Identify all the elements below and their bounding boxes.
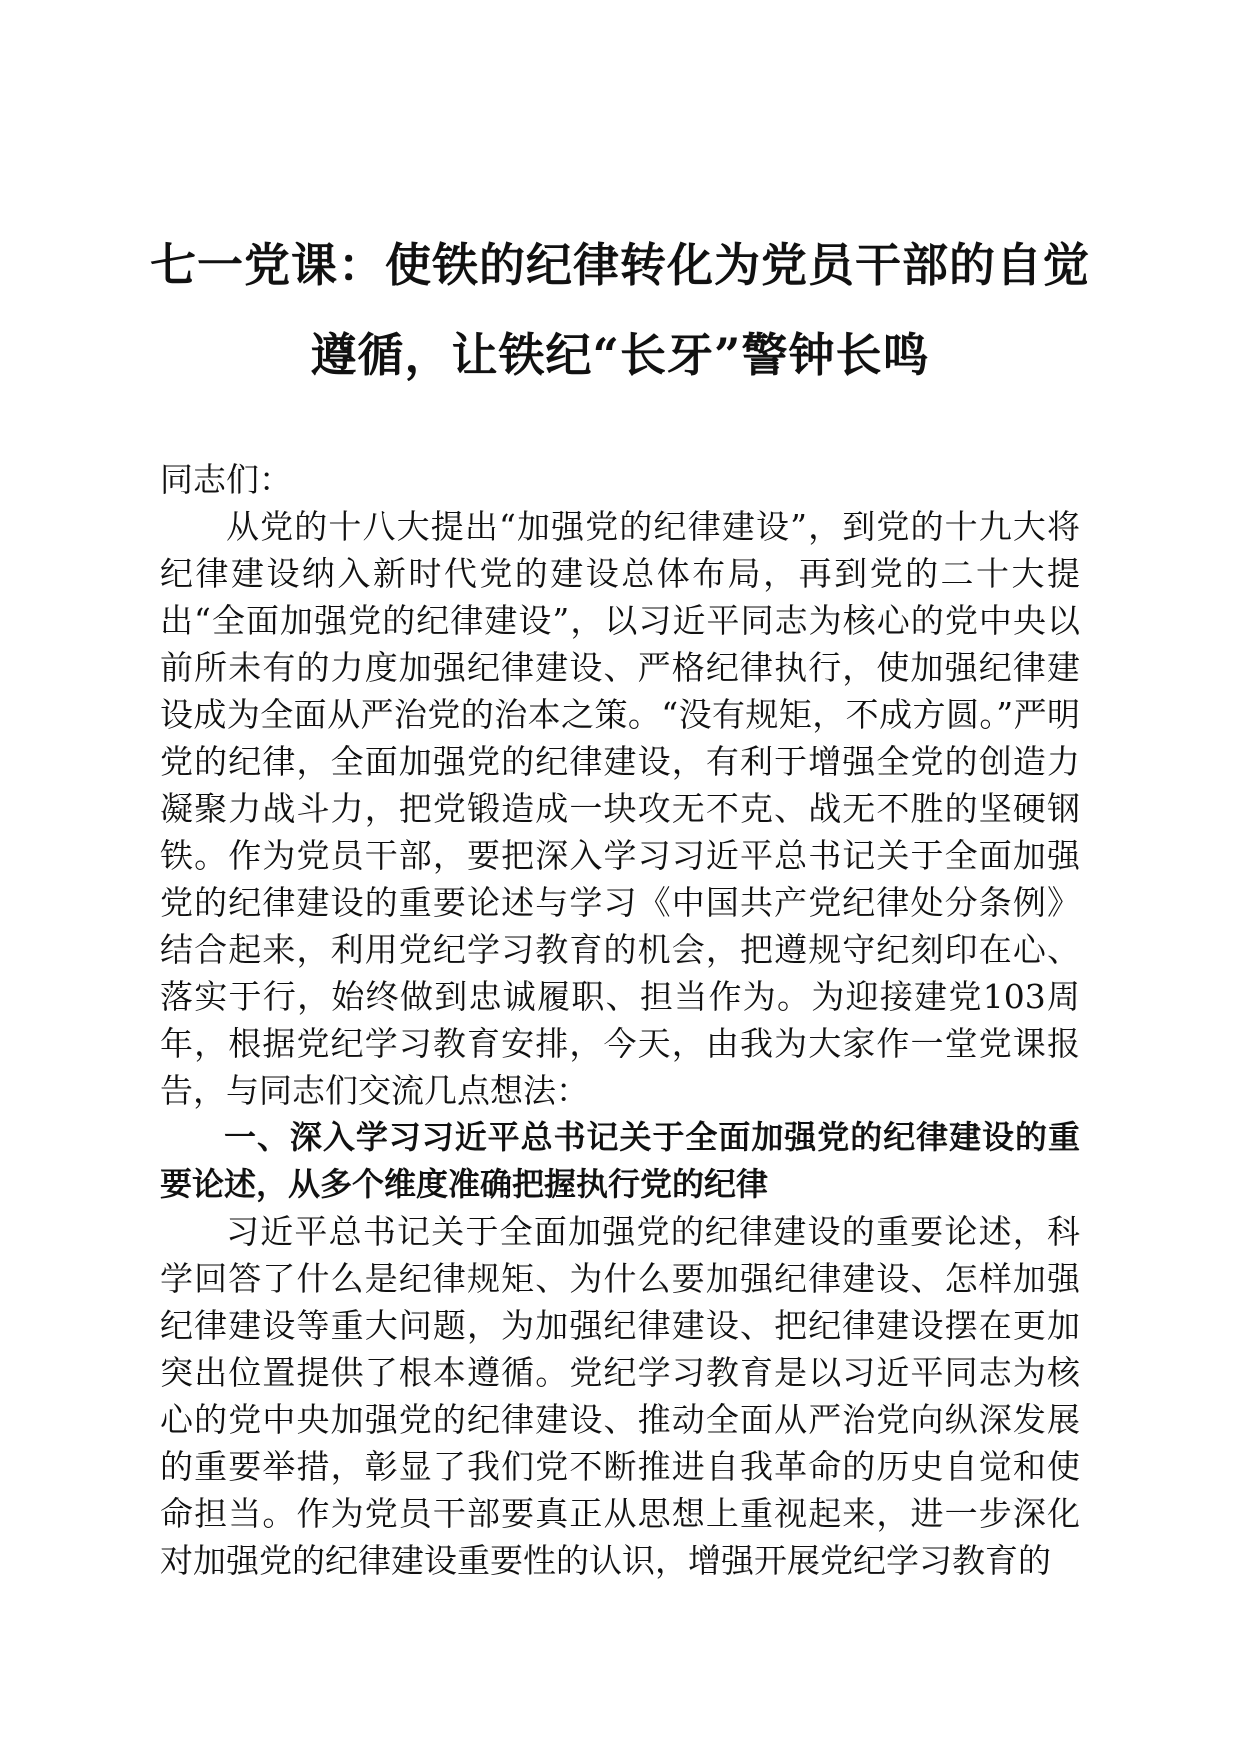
salutation: 同志们： <box>160 460 292 499</box>
title-line-1: 七一党课：使铁的纪律转化为党员干部的自觉 <box>150 238 1090 292</box>
title-line-2: 遵循，让铁纪“长牙”警钟长鸣 <box>310 328 930 382</box>
document-body <box>160 456 1080 1584</box>
paragraph-2: 习近平总书记关于全面加强党的纪律建设的重要论述，科学回答了什么是纪律规矩、为什么要加强纪律建设、怎样加强纪律建设等重大问题，为加强纪律建设、把纪律建设摆在更加突出位置提供了根本遵循。党纪学习教育是以习近平同志为核心的党中央加强党的纪律建设、推动全面从严治党向纵深发展的重要举措，彰显了我们党不断推进自我革命的历史自觉和使命担当。作为党员干部要真正从思想上重视起来，进一步深化对加强党的纪律建设重要性的认识，增强开展党纪学习教育的 <box>160 1212 1080 1580</box>
document-title <box>140 220 1100 400</box>
section-heading-1: 一、深入学习习近平总书记关于全面加强党的纪律建设的重要论述，从多个维度准确把握执行党的纪律 <box>160 1118 1080 1203</box>
paragraph-1: 从党的十八大提出“加强党的纪律建设”，到党的十九大将纪律建设纳入新时代党的建设总体布局，再到党的二十大提出“全面加强党的纪律建设”，以习近平同志为核心的党中央以前所未有的力度加强纪律建设、严格纪律执行，使加强纪律建设成为全面从严治党的治本之策。“没有规矩，不成方圆。”严明党的纪律，全面加强党的纪律建设，有利于增强全党的创造力凝聚力战斗力，把党锻造成一块攻无不克、战无不胜的坚硬钢铁。作为党员干部，要把深入学习习近平总书记关于全面加强党的纪律建设的重要论述与学习《中国共产党纪律处分条例》结合起来，利用党纪学习教育的机会，把遵规守纪刻印在心、落实于行，始终做到忠诚履职、担当作为。为迎接建党103周年，根据党纪学习教育安排，今天，由我为大家作一堂党课报告，与同志们交流几点想法： <box>160 507 1080 1110</box>
